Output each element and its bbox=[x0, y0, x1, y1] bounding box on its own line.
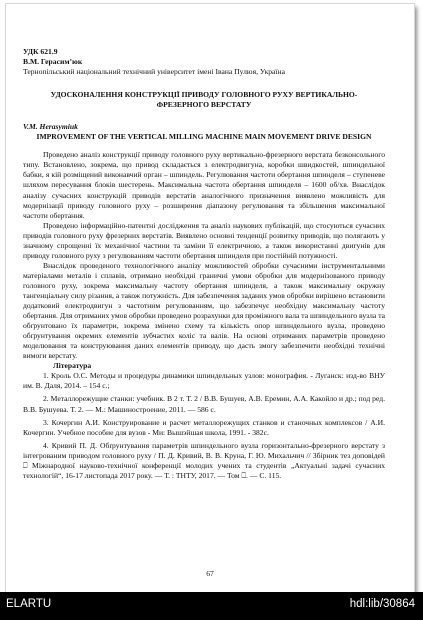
page-content bbox=[23, 47, 385, 484]
reference-item: 4. Кривий П. Д. Обґрунтування параметрів шпиндельного вузла горизонтально-фрезерного верстату з інтегрованим приводом головного руху / П. Д. Кривий, В. В. Круна, Г. Ю. Михальчич // Збірник тез доповідей ⎕ Міжнародної науково-технічної конференції молодих учених та студентів „Актуальні задачі сучасних технологій“, 16-17 листопада 2017 року. — Т. : ТНТУ, 2017. — Том ⎕. — С. 115. bbox=[23, 440, 385, 480]
reference-item: 1. Кроль О.С. Методы и процедуры динамики шпиндельных узлов: монография. - Луганск: изд-во ВНУ им. В. Даля, 2014. – 154 с.; bbox=[23, 371, 385, 391]
body-paragraph: Проведено інформаційно-патентні дослідження та аналіз наукових публікацій, що стосуються сучасних приводів головного руху фрезерних верстатів. Виявлено основні тенденції розвитку приводів, що полягають у значному спрощенні їх механічної частини та заміни її електричною, а також використанні двигунів для приводу головного руху з регулюванням частоти обертання шпинделя при постійній потужності. bbox=[23, 220, 385, 260]
repository-footer bbox=[0, 592, 423, 620]
repository-name: ELARTU bbox=[6, 598, 52, 610]
udc-code: УДК 621.9 bbox=[23, 47, 58, 56]
author-name-en: V.M. Herasymiuk bbox=[23, 122, 78, 132]
title-en: IMPROVEMENT OF THE VERTICAL MILLING MACHINE MAIN MOVEMENT DRIVE DESIGN bbox=[36, 132, 372, 142]
handle-identifier: hdl:lib/30864 bbox=[349, 598, 415, 610]
body-paragraph: Внаслідок проведеного технологічного аналізу можливостей обробки сучасними інструментальними матеріалами металів і сплавів, отримано необхідні граничні умови обробки для модернізованого приводу головного руху, зокрема максимальну частоту обертання шпинделя, а також максимальну окружну тангенціальну силу різання, а також потужність. Для забезпечення заданих умов обробки вирішено встановити додатковий електродвигун з частотним регулюванням, що забезпечує необхідну максимальну частоту обертання. Для отриманих умов обробки проведено розрахунки для проміжного вала та шпиндельного вузла та обґрунтовано їх параметри, зокрема змінено схему та кількість опор шпиндельного вузла, проведено обґрунтування окремих елементів зубчастих коліс та валів. На основі отриманих параметрів проведено моделювання та конструювання даних елементів приводу, що дасть змогу забезпечити необхідні технічні вимоги верстату. bbox=[23, 260, 385, 361]
affiliation: Тернопільський національний технічний університет імені Івана Пулюя, Україна bbox=[23, 67, 285, 77]
author-name-uk: В.М. Герасим’юк bbox=[23, 57, 83, 67]
reference-item: 3. Кочергин А.И. Конструирование и расчет металлорежущих станков и станочных комплексов / А.И. Кочергин. Учебное пособие для вузов - Ми: Вышэйшая школа, 1991. - 382с. bbox=[23, 417, 385, 437]
page-number: 67 bbox=[206, 569, 214, 578]
document-page bbox=[6, 4, 414, 592]
body-paragraph: Проведено аналіз конструкції приводу головного руху вертикально-фрезерного верстата безконсольного типу. Встановлено, зокрема, що привод складається з електродвигуна, коробки швидкостей, шпиндельної бабки, я кій розміщений виконавчий орган – шпиндель. Регулювання частоти обертання шпинделя – ступеневе шляхом пересування блоків шестерень. Максимальна частота обертання шпинделя – 1600 об/хв. Внаслідок аналізу сучасних конструкцій приводів верстатів аналогічного призначення виявлено можливість для модернізації приводу головного руху – розширення діапазону регулювання та збільшення максимальної частоти обертання. bbox=[23, 150, 385, 220]
title-uk: УДОСКОНАЛЕННЯ КОНСТРУКЦІЇ ПРИВОДУ ГОЛОВНОГО РУХУ ВЕРТИКАЛЬНО-ФРЕЗЕРНОГО ВЕРСТАТУ bbox=[50, 90, 358, 110]
references-heading: Література bbox=[53, 361, 92, 371]
reference-item: 2. Металлорежущие станки: учебник. В 2 т. Т. 2 / В.В. Бушуев, А.В. Еремин, А.А. Какойло и др.; под ред. В.В. Бушуева. Т. 2. — М.: Машиностроение, 2011. — 586 с. bbox=[23, 394, 385, 414]
